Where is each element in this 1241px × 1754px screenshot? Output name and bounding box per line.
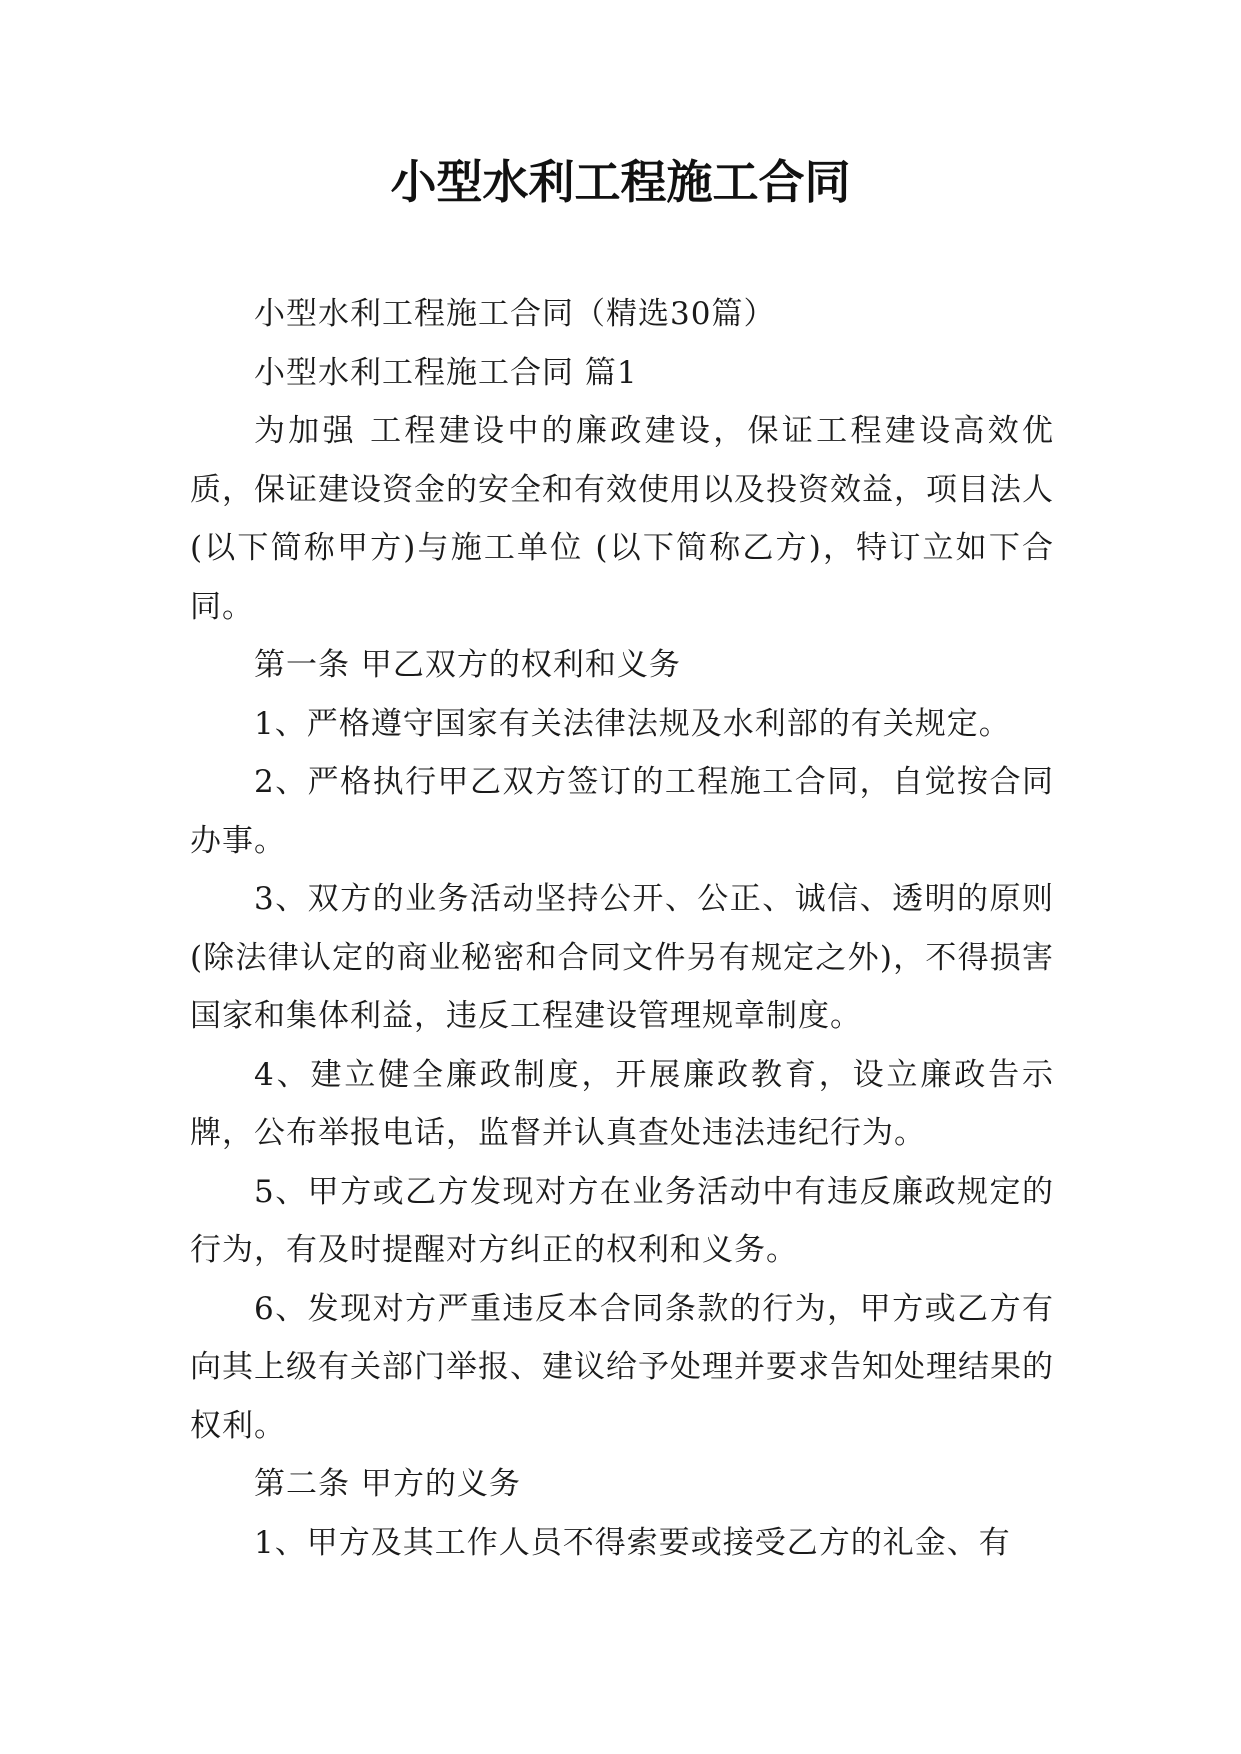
clause-paragraph: 6、发现对方严重违反本合同条款的行为，甲方或乙方有向其上级有关部门举报、建议给予处理并要求告知处理结果的权利。	[190, 1290, 1054, 1444]
section-heading: 小型水利工程施工合同 篇1	[254, 354, 638, 391]
clause-paragraph: 1、严格遵守国家有关法律法规及水利部的有关规定。	[254, 705, 1011, 742]
intro-paragraph: 为加强 工程建设中的廉政建设，保证工程建设高效优质，保证建设资金的安全和有效使用以及投资效益，项目法人 (以下简称甲方)与施工单位 (以下简称乙方)，特订立如下合同。	[190, 413, 1054, 625]
clause-paragraph: 2、严格执行甲乙双方签订的工程施工合同，自觉按合同办事。	[190, 764, 1054, 859]
document-title: 小型水利工程施工合同	[390, 155, 851, 209]
subtitle-paragraph: 小型水利工程施工合同（精选30篇）	[254, 296, 776, 332]
article-heading: 第二条 甲方的义务	[254, 1466, 521, 1502]
clause-paragraph: 1、甲方及其工作人员不得索要或接受乙方的礼金、有	[254, 1524, 1011, 1561]
article-heading: 第一条 甲乙双方的权利和义务	[254, 647, 681, 683]
document-body	[190, 285, 1054, 1572]
clause-paragraph: 5、甲方或乙方发现对方在业务活动中有违反廉政规定的行为，有及时提醒对方纠正的权利和义务。	[190, 1173, 1054, 1268]
clause-paragraph: 3、双方的业务活动坚持公开、公正、诚信、透明的原则(除法律认定的商业秘密和合同文件另有规定之外)，不得损害国家和集体利益，违反工程建设管理规章制度。	[190, 881, 1054, 1034]
clause-paragraph: 4、建立健全廉政制度，开展廉政教育，设立廉政告示牌，公布举报电话，监督并认真查处违法违纪行为。	[190, 1056, 1054, 1151]
